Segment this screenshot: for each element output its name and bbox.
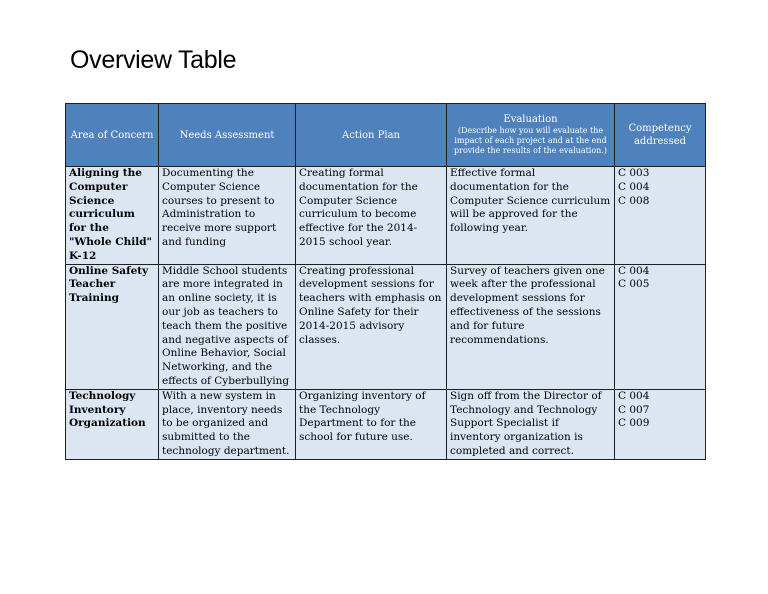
competency-code: C 003 [618, 167, 650, 179]
area-of-concern-cell: Online Safety Teacher Training [66, 264, 159, 389]
competency-code: C 008 [618, 194, 650, 207]
table-row [66, 389, 706, 459]
needs-assessment-cell: Documenting the Computer Science courses to present to Administration to receive more support and funding [159, 167, 296, 265]
competency-cell [615, 264, 706, 389]
competency-code: C 009 [618, 417, 650, 430]
evaluation-cell: Effective formal documentation for the Computer Science curriculum will be approved for the following year. [447, 167, 615, 265]
action-plan-cell: Creating formal documentation for the Computer Science curriculum to become effective for the 2014-2015 school year. [296, 167, 447, 265]
header-needs-assessment: Needs Assessment [159, 104, 296, 167]
table-header-row [66, 104, 706, 167]
table-row [66, 167, 706, 265]
competency-code: C 004 [618, 389, 650, 402]
header-action-plan: Action Plan [296, 104, 447, 167]
header-evaluation-note: (Describe how you will evaluate the impact of each project and at the end provide the results of the evaluation.) [454, 126, 607, 155]
evaluation-cell: Sign off from the Director of Technology and Technology Support Specialist if inventory organization is completed and correct. [447, 389, 615, 459]
action-plan-cell: Creating professional development sessions for teachers with emphasis on Online Safety for their 2014-2015 advisory classes. [296, 264, 447, 389]
header-competency-addressed: Competency addressed [615, 104, 706, 167]
competency-cell [615, 167, 706, 265]
header-area-of-concern: Area of Concern [66, 104, 159, 167]
overview-table [65, 103, 706, 460]
action-plan-cell: Organizing inventory of the Technology Department to for the school for future use. [296, 389, 447, 459]
area-of-concern-cell: Technology Inventory Organization [66, 389, 159, 459]
competency-code: C 005 [618, 278, 650, 291]
header-evaluation-title: Evaluation [503, 114, 558, 125]
header-evaluation [447, 104, 615, 167]
competency-code: C 007 [618, 403, 650, 416]
table-row [66, 264, 706, 389]
competency-code: C 004 [618, 264, 650, 277]
needs-assessment-cell: With a new system in place, inventory needs to be organized and submitted to the technology department. [159, 389, 296, 459]
page-title: Overview Table [70, 46, 237, 74]
needs-assessment-cell: Middle School students are more integrated in an online society, it is our job as teachers to teach them the positive and negative aspects of Online Behavior, Social Networking, and the effects of Cyberbullying [159, 264, 296, 389]
competency-code: C 004 [618, 180, 650, 193]
area-of-concern-cell: Aligning the Computer Science curriculum for the "Whole Child" K-12 [66, 167, 159, 265]
competency-cell [615, 389, 706, 459]
evaluation-cell: Survey of teachers given one week after the professional development sessions for effectiveness of the sessions and for future recommendations. [447, 264, 615, 389]
